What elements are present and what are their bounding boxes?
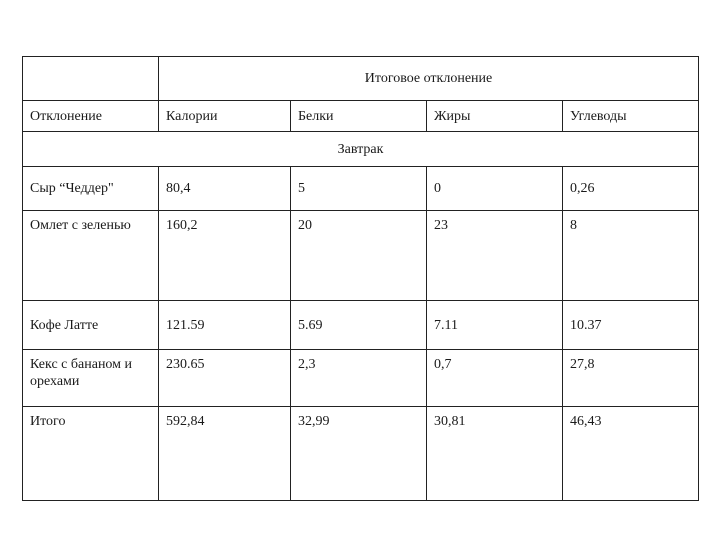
table-cell: 0,26 [563,167,699,211]
table-cell: 20 [291,211,427,301]
column-header: Отклонение [23,101,159,132]
table-cell: 23 [427,211,563,301]
table-cell: 10.37 [563,301,699,350]
table-cell: 7.11 [427,301,563,350]
table-cell: 27,8 [563,350,699,407]
group-header-cell: Итоговое отклонение [159,57,699,101]
table-cell: 46,43 [563,407,699,501]
table-cell: Итого [23,407,159,501]
table-cell: Кекс с бананом и орехами [23,350,159,407]
table-row [23,350,699,407]
table-cell: Сыр “Чеддер" [23,167,159,211]
table-cell: 160,2 [159,211,291,301]
table-section-row [23,132,699,167]
column-header: Калории [159,101,291,132]
table-cell: 230.65 [159,350,291,407]
empty-corner-cell [23,57,159,101]
table-cell: 32,99 [291,407,427,501]
table-row [23,301,699,350]
table-cell: 80,4 [159,167,291,211]
table-cell: 2,3 [291,350,427,407]
table-cell: 5.69 [291,301,427,350]
deviation-table [22,56,699,501]
table-total-row [23,407,699,501]
table-cell: 592,84 [159,407,291,501]
table-cell: 121.59 [159,301,291,350]
column-header: Углеводы [563,101,699,132]
table-cell: 0,7 [427,350,563,407]
section-header-cell: Завтрак [23,132,699,167]
table-column-header-row [23,101,699,132]
table-cell: 5 [291,167,427,211]
table-cell: Кофе Латте [23,301,159,350]
table-cell: Омлет с зеленью [23,211,159,301]
table-row [23,211,699,301]
table-cell: 30,81 [427,407,563,501]
table-cell: 8 [563,211,699,301]
table-cell: 0 [427,167,563,211]
column-header: Жиры [427,101,563,132]
column-header: Белки [291,101,427,132]
table-row [23,167,699,211]
table-group-header-row [23,57,699,101]
